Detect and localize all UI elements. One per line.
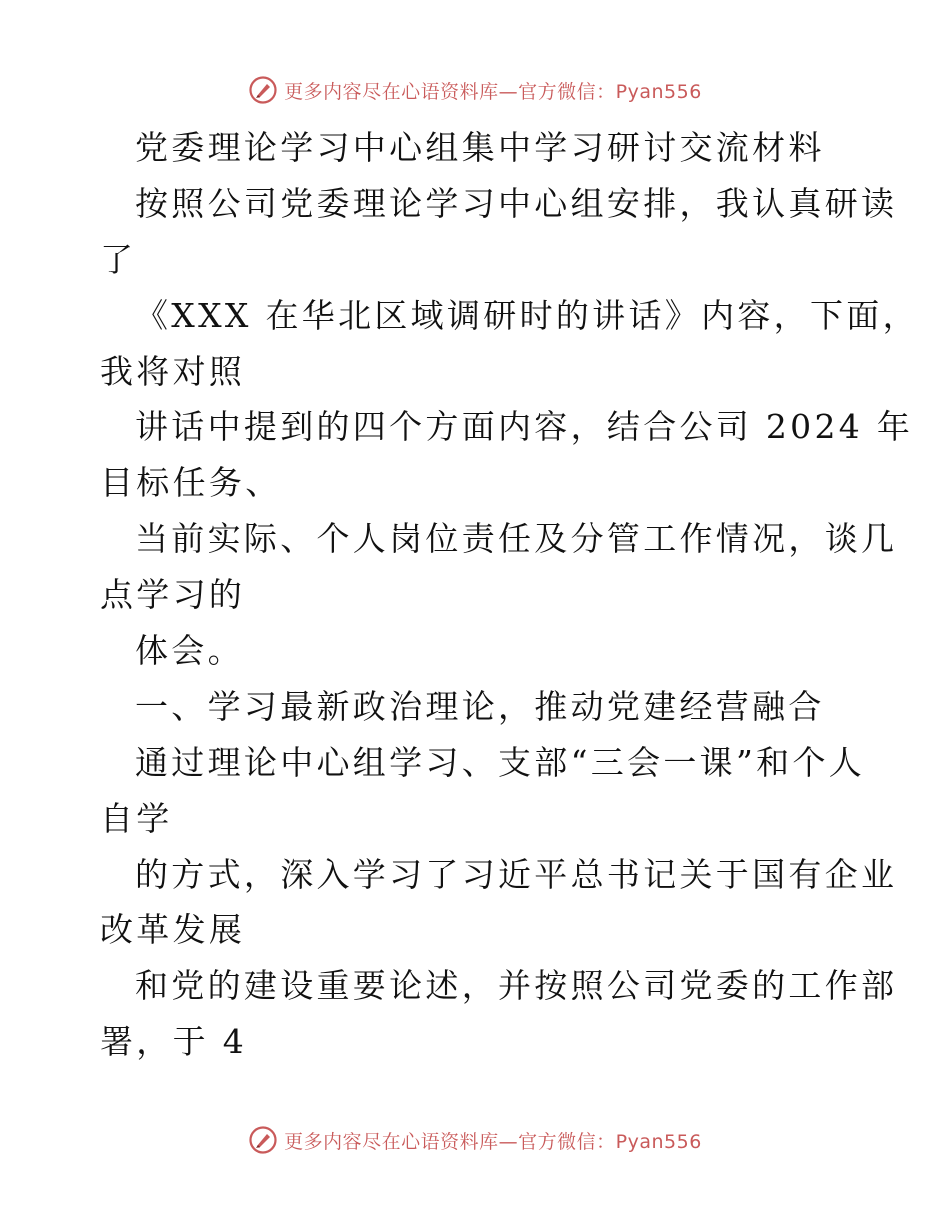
paragraph-line: 和党的建设重要论述，并按照公司党委的工作部 <box>135 966 898 1006</box>
paragraph-line: 改革发展 <box>100 910 246 950</box>
paragraph-line: 按照公司党委理论学习中心组安排，我认真研读 <box>135 183 898 223</box>
watermark-text: 更多内容尽在心语资料库—官方微信：Pyan556 <box>284 80 702 103</box>
paragraph-line: 署，于 4 <box>100 1022 247 1062</box>
paragraph-line: 点学习的 <box>100 575 246 615</box>
paragraph-line: 自学 <box>100 798 173 838</box>
paragraph-line: 《XXX 在华北区域调研时的讲话》内容，下面， <box>135 295 919 335</box>
document-body <box>100 120 919 1070</box>
paragraph-line: 的方式，深入学习了习近平总书记关于国有企业 <box>135 854 898 894</box>
paragraph-line: 讲话中提到的四个方面内容，结合公司 2024 年 <box>135 407 914 447</box>
pen-nib-logo-icon <box>248 75 278 105</box>
document-title: 党委理论学习中心组集中学习研讨交流材料 <box>135 128 825 167</box>
watermark-footer <box>0 1120 950 1160</box>
paragraph-line: 体会。 <box>135 631 244 671</box>
paragraph-line: 目标任务、 <box>100 463 282 503</box>
paragraph-line: 当前实际、个人岗位责任及分管工作情况，谈几 <box>135 519 898 559</box>
pen-nib-logo-icon <box>248 1125 278 1155</box>
paragraph-line: 通过理论中心组学习、支部“三会一课”和个人 <box>135 742 866 782</box>
section-heading: 一、学习最新政治理论，推动党建经营融合 <box>135 686 825 726</box>
watermark-text: 更多内容尽在心语资料库—官方微信：Pyan556 <box>284 1130 702 1153</box>
paragraph-line: 了 <box>100 239 137 279</box>
paragraph-line: 我将对照 <box>100 351 246 391</box>
watermark-header <box>0 70 950 110</box>
